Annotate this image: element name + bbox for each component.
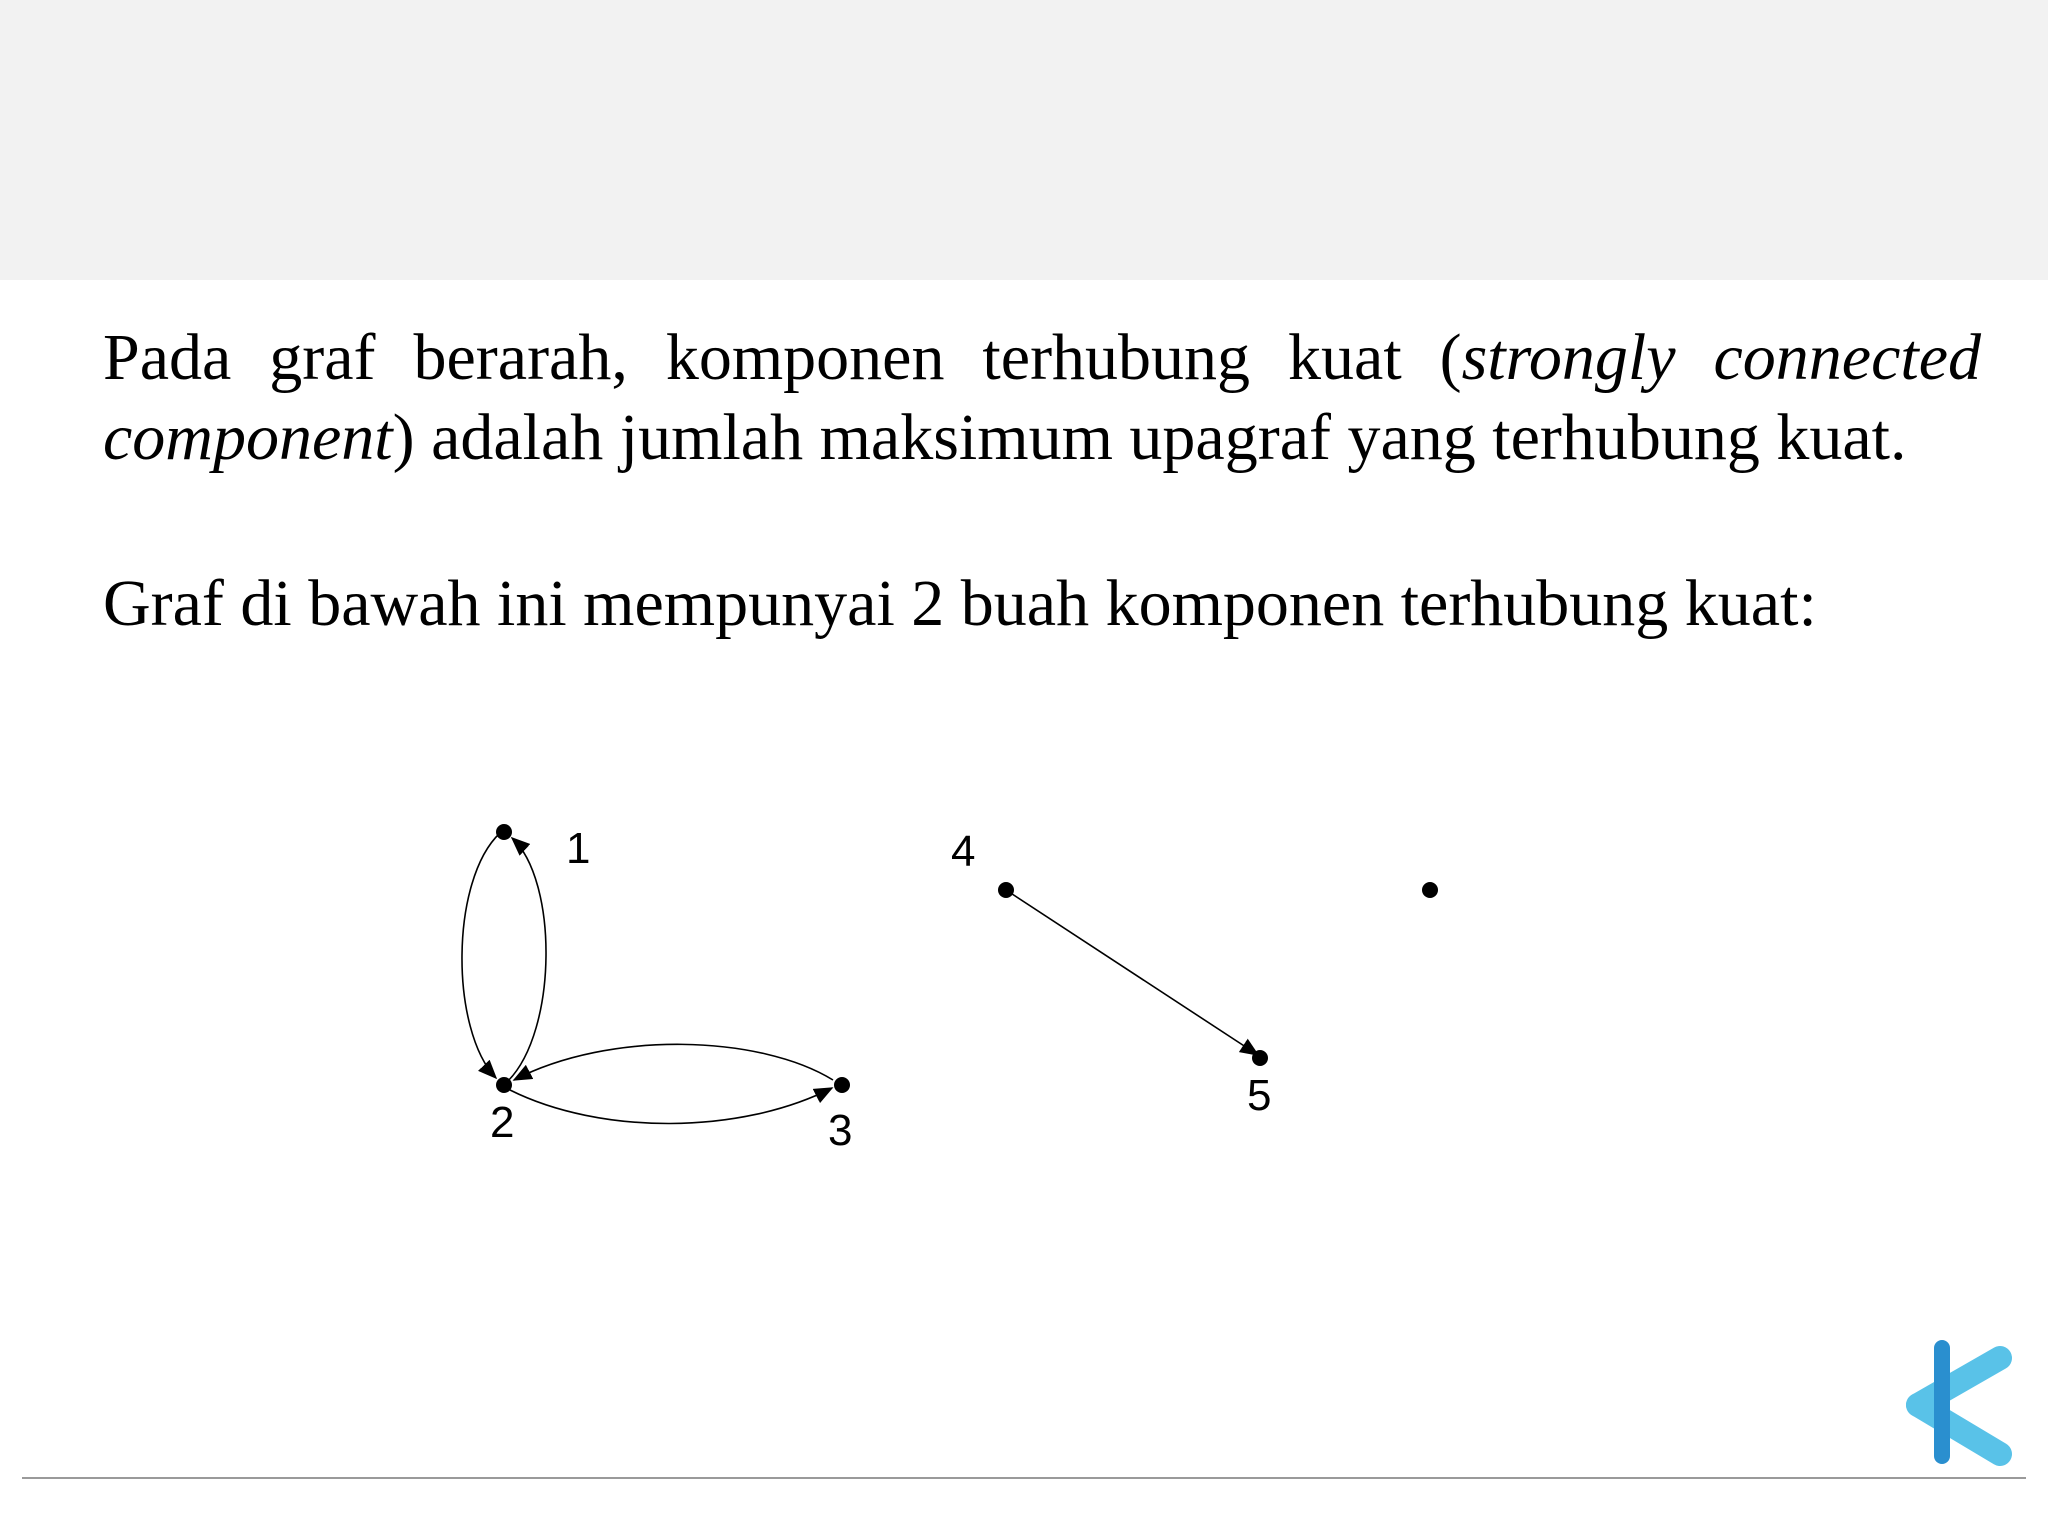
graph-node-5 [1252,1050,1268,1066]
definition-term-italic: strongly connected component [103,321,1982,474]
graph-node-1 [496,824,512,840]
edge-4-to-5 [1006,890,1258,1055]
k-chevron-logo-icon [1890,1330,2020,1470]
logo-stroke-lower [1918,1405,2000,1454]
graph-node-2 [496,1077,512,1093]
node-label-1: 1 [566,824,591,873]
edge-2-to-3 [510,1088,832,1124]
node-label-3: 3 [828,1106,853,1155]
definition-text-end: ) adalah jumlah maksimum upagraf yang terhubung kuat. [392,401,1907,474]
node-label-2: 2 [490,1098,515,1147]
graph-node-4 [998,882,1014,898]
definition-text-start: Pada graf berarah, komponen terhubung kuat ( [103,321,1462,394]
example-paragraph: Graf di bawah ini mempunyai 2 buah komponen terhubung kuat: [103,567,1817,640]
node-label-5: 5 [1247,1071,1272,1120]
edge-3-to-2 [514,1044,833,1080]
node-label-4: 4 [951,827,976,876]
graph-node-3 [834,1077,850,1093]
graph-node-6 [1422,882,1438,898]
logo-stroke-upper [1918,1358,2000,1405]
edge-2-to-1 [508,838,546,1081]
footer-divider [22,1477,2026,1479]
edge-1-to-2 [462,833,500,1078]
